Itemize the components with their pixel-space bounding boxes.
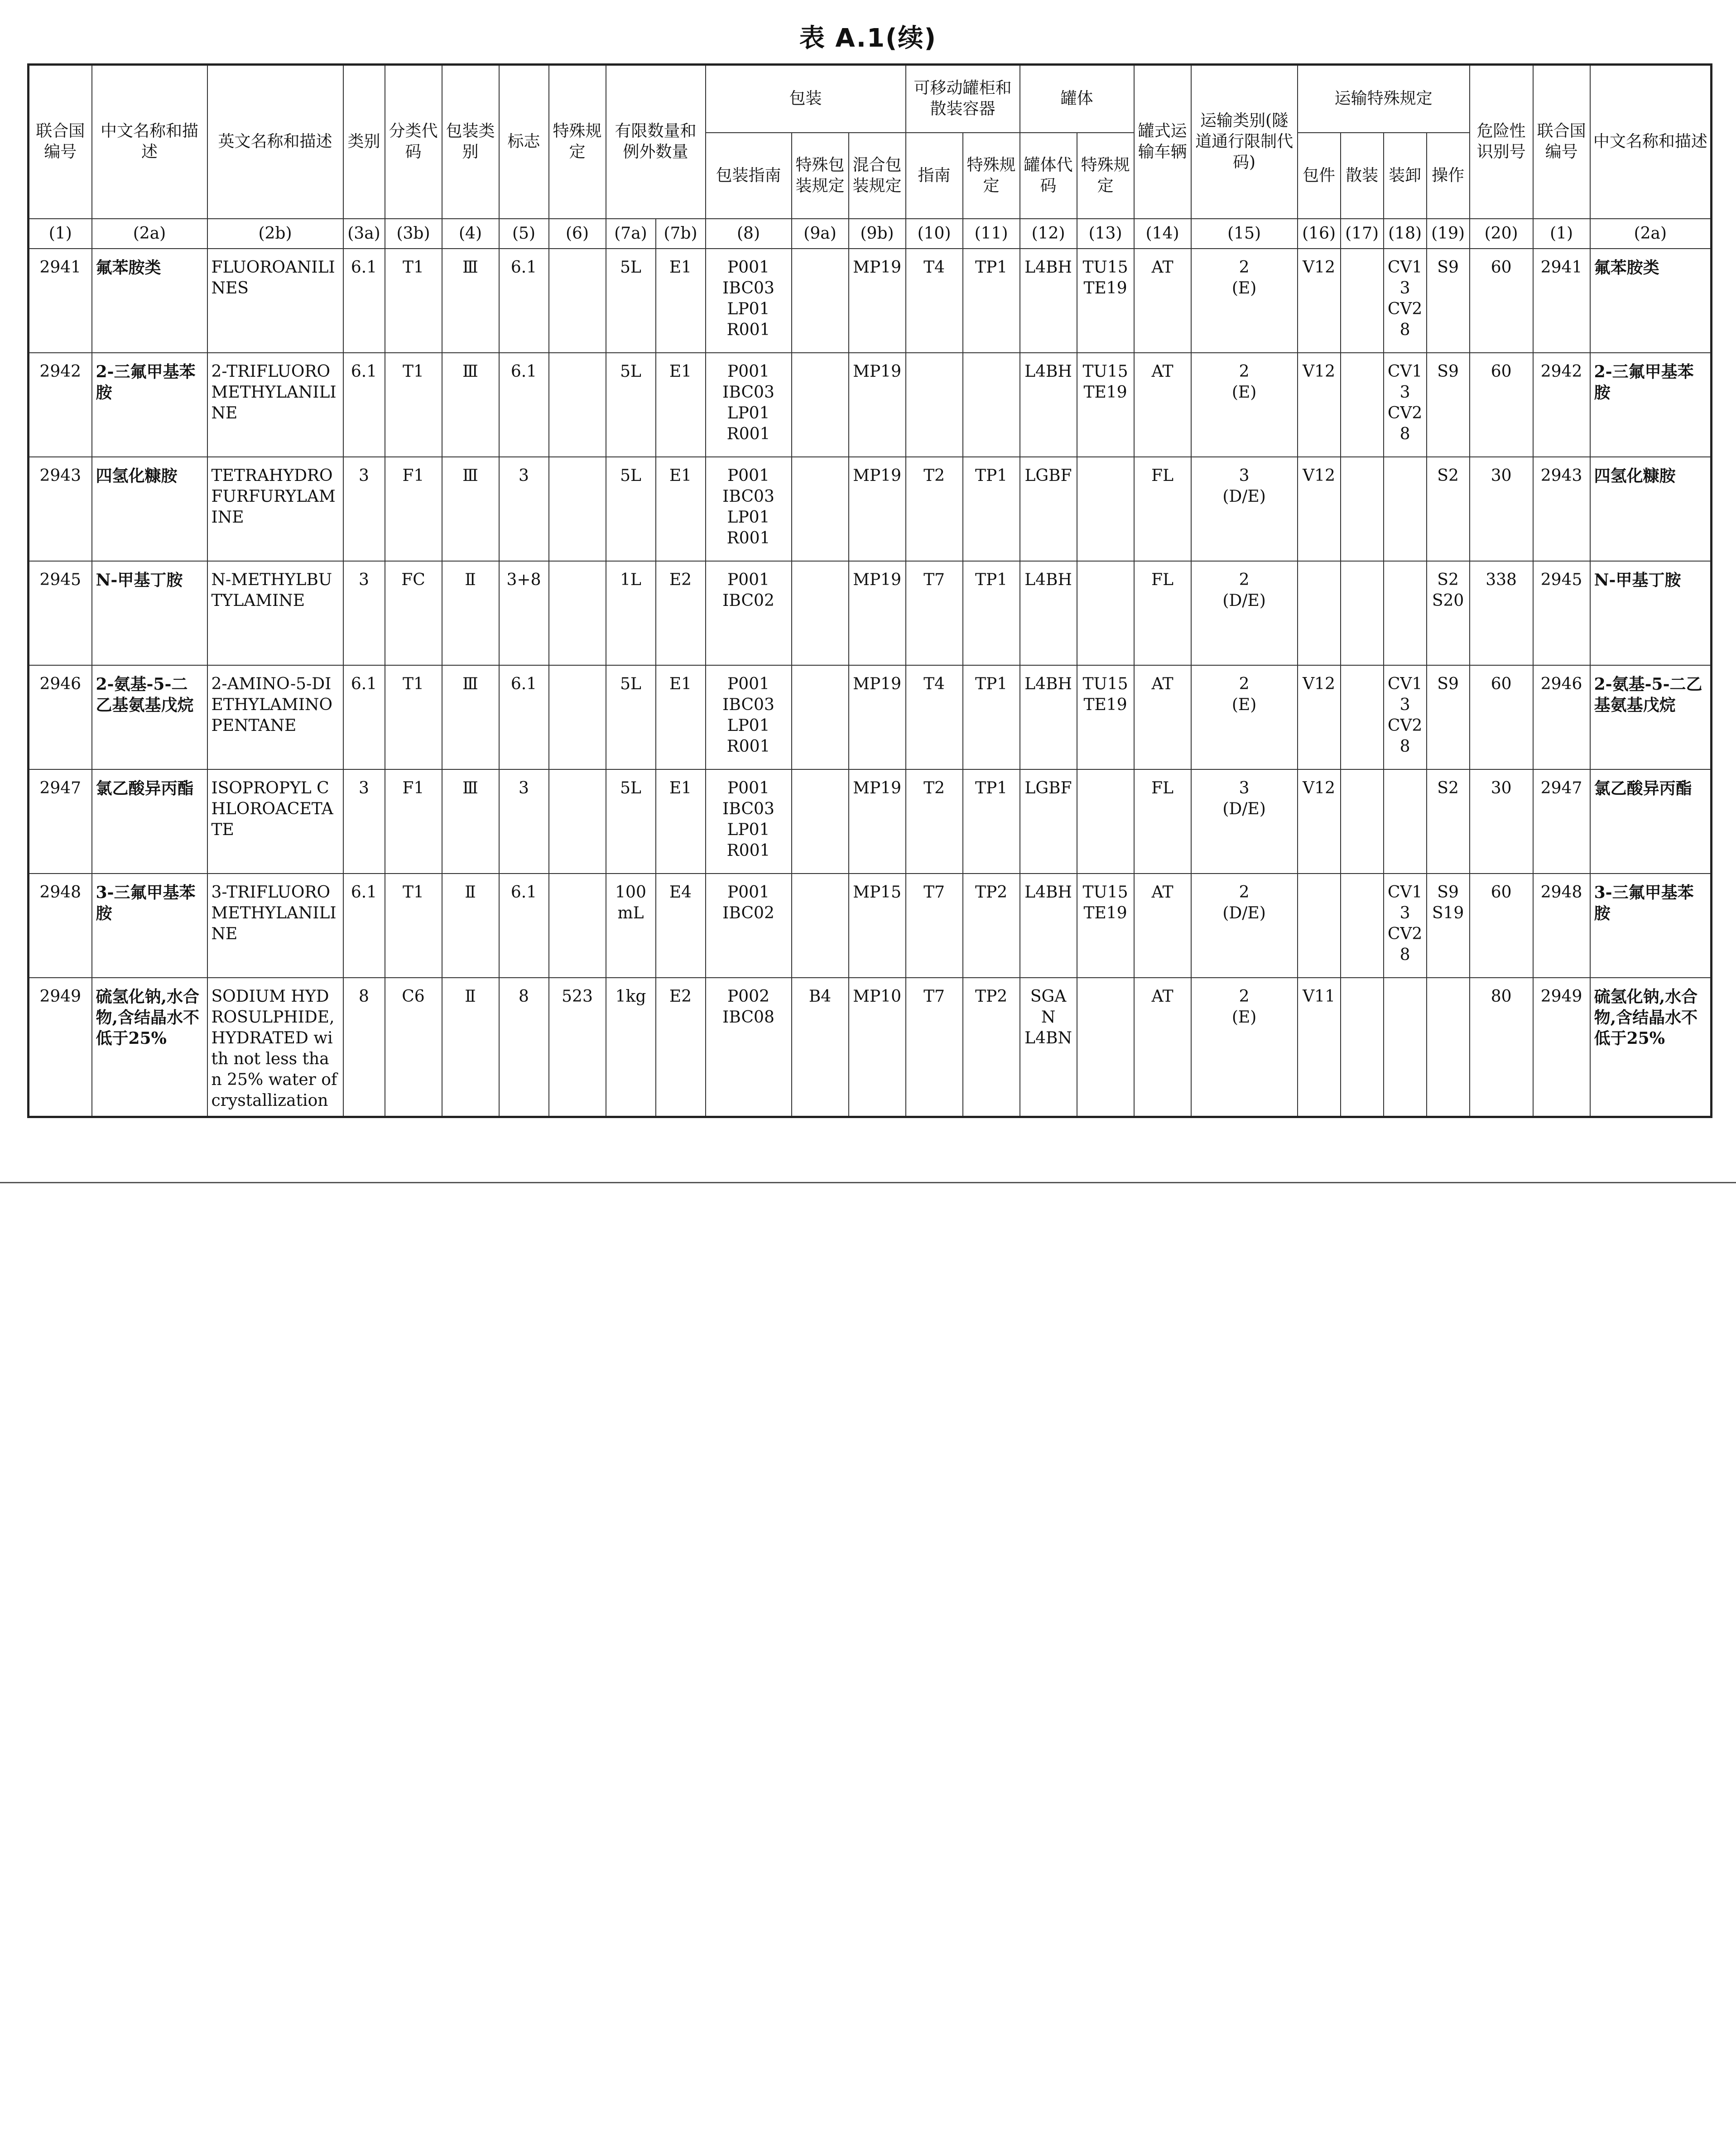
header-un-number-right: 联合国编号 bbox=[1533, 65, 1590, 219]
cell-labels: 3 bbox=[499, 769, 549, 874]
cell-un-number-right: 2948 bbox=[1533, 874, 1590, 978]
cell-special-provisions bbox=[549, 665, 606, 769]
cell-packing-group: Ⅱ bbox=[442, 978, 499, 1117]
cell-un-number: 2945 bbox=[29, 561, 92, 665]
cell-mixed-packing: MP10 bbox=[849, 978, 906, 1117]
cell-packages-provision: V12 bbox=[1298, 665, 1341, 769]
cell-tank-vehicle: FL bbox=[1134, 769, 1191, 874]
cell-transport-category: 2 (E) bbox=[1191, 353, 1298, 457]
cell-loading-provision: CV13 CV28 bbox=[1384, 665, 1427, 769]
cell-packing-instructions: P001 IBC03 LP01 R001 bbox=[706, 353, 792, 457]
cell-portable-special: TP2 bbox=[963, 874, 1020, 978]
cell-un-number: 2947 bbox=[29, 769, 92, 874]
cell-portable-instructions: T2 bbox=[906, 769, 963, 874]
column-number: (7b) bbox=[656, 219, 706, 249]
cell-chinese-name: 2-三氟甲基苯胺 bbox=[92, 353, 207, 457]
header-classification-code: 分类代码 bbox=[385, 65, 442, 219]
cell-mixed-packing: MP15 bbox=[849, 874, 906, 978]
cell-classification-code: F1 bbox=[385, 769, 442, 874]
header-transport-category: 运输类别(隧道通行限制代码) bbox=[1191, 65, 1298, 219]
cell-classification-code: T1 bbox=[385, 249, 442, 353]
cell-chinese-name: 四氢化糠胺 bbox=[92, 457, 207, 561]
cell-labels: 6.1 bbox=[499, 874, 549, 978]
header-class: 类别 bbox=[343, 65, 385, 219]
cell-hazard-id: 60 bbox=[1470, 353, 1533, 457]
cell-english-name: 2-AMINO-5-DIETHYLAMINOPENTANE bbox=[207, 665, 343, 769]
cell-loading-provision bbox=[1384, 457, 1427, 561]
cell-special-packing bbox=[792, 457, 849, 561]
cell-tank-code: L4BH bbox=[1020, 665, 1077, 769]
cell-portable-instructions bbox=[906, 353, 963, 457]
cell-chinese-name-right: 氯乙酸异丙酯 bbox=[1590, 769, 1712, 874]
cell-loading-provision: CV13 CV28 bbox=[1384, 249, 1427, 353]
table-row bbox=[29, 769, 1712, 874]
cell-excepted-quantity: E1 bbox=[656, 249, 706, 353]
cell-classification-code: T1 bbox=[385, 874, 442, 978]
header-group-tanks: 罐体 bbox=[1020, 65, 1134, 133]
header-special-provisions: 特殊规定 bbox=[549, 65, 606, 219]
column-number-row bbox=[29, 219, 1712, 249]
cell-operation-provision: S9 bbox=[1427, 353, 1470, 457]
header-chinese-name-right: 中文名称和描述 bbox=[1590, 65, 1712, 219]
cell-packing-instructions: P002 IBC08 bbox=[706, 978, 792, 1117]
cell-chinese-name: N-甲基丁胺 bbox=[92, 561, 207, 665]
cell-mixed-packing: MP19 bbox=[849, 665, 906, 769]
cell-hazard-id: 30 bbox=[1470, 457, 1533, 561]
column-number: (3b) bbox=[385, 219, 442, 249]
column-number: (11) bbox=[963, 219, 1020, 249]
cell-hazard-id: 30 bbox=[1470, 769, 1533, 874]
cell-operation-provision: S2 bbox=[1427, 769, 1470, 874]
cell-portable-special: TP1 bbox=[963, 665, 1020, 769]
header-labels: 标志 bbox=[499, 65, 549, 219]
cell-labels: 6.1 bbox=[499, 665, 549, 769]
header-loading: 装卸 bbox=[1384, 133, 1427, 219]
header-un-number: 联合国编号 bbox=[29, 65, 92, 219]
cell-packages-provision: V11 bbox=[1298, 978, 1341, 1117]
cell-bulk-provision bbox=[1341, 874, 1384, 978]
cell-packing-instructions: P001 IBC03 LP01 R001 bbox=[706, 457, 792, 561]
cell-special-provisions bbox=[549, 874, 606, 978]
cell-portable-special: TP1 bbox=[963, 561, 1020, 665]
cell-packing-group: Ⅱ bbox=[442, 874, 499, 978]
cell-limited-quantity: 1L bbox=[606, 561, 656, 665]
cell-english-name: N-METHYLBUTYLAMINE bbox=[207, 561, 343, 665]
cell-limited-quantity: 5L bbox=[606, 665, 656, 769]
cell-operation-provision: S9 bbox=[1427, 665, 1470, 769]
cell-tank-code: LGBF bbox=[1020, 769, 1077, 874]
cell-packing-group: Ⅲ bbox=[442, 249, 499, 353]
cell-portable-instructions: T4 bbox=[906, 249, 963, 353]
cell-un-number: 2946 bbox=[29, 665, 92, 769]
cell-portable-instructions: T7 bbox=[906, 978, 963, 1117]
cell-special-packing bbox=[792, 249, 849, 353]
cell-chinese-name: 氯乙酸异丙酯 bbox=[92, 769, 207, 874]
cell-excepted-quantity: E1 bbox=[656, 665, 706, 769]
header-packages: 包件 bbox=[1298, 133, 1341, 219]
column-number: (15) bbox=[1191, 219, 1298, 249]
header-tank-code: 罐体代码 bbox=[1020, 133, 1077, 219]
cell-operation-provision bbox=[1427, 978, 1470, 1117]
cell-transport-category: 2 (D/E) bbox=[1191, 874, 1298, 978]
header-chinese-name: 中文名称和描述 bbox=[92, 65, 207, 219]
cell-un-number: 2949 bbox=[29, 978, 92, 1117]
cell-labels: 8 bbox=[499, 978, 549, 1117]
cell-packing-instructions: P001 IBC03 LP01 R001 bbox=[706, 249, 792, 353]
cell-hazard-id: 80 bbox=[1470, 978, 1533, 1117]
table-title: 表 A.1(续) bbox=[799, 24, 937, 53]
cell-special-provisions bbox=[549, 457, 606, 561]
cell-bulk-provision bbox=[1341, 561, 1384, 665]
cell-tank-special bbox=[1077, 561, 1134, 665]
cell-chinese-name-right: 四氢化糠胺 bbox=[1590, 457, 1712, 561]
cell-english-name: TETRAHYDROFURFURYLAMINE bbox=[207, 457, 343, 561]
column-number: (8) bbox=[706, 219, 792, 249]
cell-loading-provision bbox=[1384, 561, 1427, 665]
column-number: (4) bbox=[442, 219, 499, 249]
column-number: (10) bbox=[906, 219, 963, 249]
cell-tank-vehicle: FL bbox=[1134, 457, 1191, 561]
cell-tank-code: SGAN L4BN bbox=[1020, 978, 1077, 1117]
column-number: (6) bbox=[549, 219, 606, 249]
cell-labels: 6.1 bbox=[499, 249, 549, 353]
cell-un-number-right: 2942 bbox=[1533, 353, 1590, 457]
column-number: (16) bbox=[1298, 219, 1341, 249]
column-number: (18) bbox=[1384, 219, 1427, 249]
header-tank-special: 特殊规定 bbox=[1077, 133, 1134, 219]
header-group-special-provisions: 运输特殊规定 bbox=[1298, 65, 1470, 133]
cell-portable-special: TP1 bbox=[963, 457, 1020, 561]
cell-bulk-provision bbox=[1341, 457, 1384, 561]
cell-chinese-name-right: 硫氢化钠,水合物,含结晶水不低于25% bbox=[1590, 978, 1712, 1117]
header-bulk: 散装 bbox=[1341, 133, 1384, 219]
cell-operation-provision: S2 S20 bbox=[1427, 561, 1470, 665]
cell-operation-provision: S9 bbox=[1427, 249, 1470, 353]
cell-portable-instructions: T4 bbox=[906, 665, 963, 769]
header-portable-instructions: 指南 bbox=[906, 133, 963, 219]
cell-tank-code: L4BH bbox=[1020, 874, 1077, 978]
cell-bulk-provision bbox=[1341, 978, 1384, 1117]
cell-bulk-provision bbox=[1341, 249, 1384, 353]
cell-packing-instructions: P001 IBC03 LP01 R001 bbox=[706, 769, 792, 874]
cell-transport-category: 2 (E) bbox=[1191, 978, 1298, 1117]
table-row bbox=[29, 874, 1712, 978]
cell-un-number-right: 2949 bbox=[1533, 978, 1590, 1117]
cell-un-number-right: 2943 bbox=[1533, 457, 1590, 561]
table-row bbox=[29, 978, 1712, 1117]
header-group-packaging: 包装 bbox=[706, 65, 906, 133]
cell-chinese-name: 硫氢化钠,水合物,含结晶水不低于25% bbox=[92, 978, 207, 1117]
cell-excepted-quantity: E1 bbox=[656, 769, 706, 874]
cell-portable-special: TP1 bbox=[963, 249, 1020, 353]
cell-excepted-quantity: E2 bbox=[656, 561, 706, 665]
cell-packing-group: Ⅲ bbox=[442, 353, 499, 457]
cell-chinese-name: 3-三氟甲基苯胺 bbox=[92, 874, 207, 978]
cell-tank-vehicle: AT bbox=[1134, 978, 1191, 1117]
cell-transport-category: 3 (D/E) bbox=[1191, 457, 1298, 561]
column-number: (3a) bbox=[343, 219, 385, 249]
cell-special-packing bbox=[792, 561, 849, 665]
cell-chinese-name-right: 2-氨基-5-二乙基氨基戊烷 bbox=[1590, 665, 1712, 769]
cell-limited-quantity: 5L bbox=[606, 457, 656, 561]
column-number: (1) bbox=[29, 219, 92, 249]
column-number: (2a) bbox=[1590, 219, 1712, 249]
cell-mixed-packing: MP19 bbox=[849, 561, 906, 665]
cell-packages-provision: V12 bbox=[1298, 457, 1341, 561]
cell-tank-vehicle: AT bbox=[1134, 874, 1191, 978]
cell-english-name: SODIUM HYDROSULPHIDE, HYDRATED with not less than 25% water of crystallization bbox=[207, 978, 343, 1117]
cell-packing-group: Ⅱ bbox=[442, 561, 499, 665]
cell-special-provisions bbox=[549, 561, 606, 665]
cell-limited-quantity: 100mL bbox=[606, 874, 656, 978]
column-number: (5) bbox=[499, 219, 549, 249]
header-operation: 操作 bbox=[1427, 133, 1470, 219]
cell-packing-instructions: P001 IBC02 bbox=[706, 561, 792, 665]
cell-english-name: ISOPROPYL CHLOROACETATE bbox=[207, 769, 343, 874]
cell-excepted-quantity: E2 bbox=[656, 978, 706, 1117]
cell-transport-category: 2 (D/E) bbox=[1191, 561, 1298, 665]
cell-un-number-right: 2945 bbox=[1533, 561, 1590, 665]
cell-bulk-provision bbox=[1341, 769, 1384, 874]
header-hazard-id: 危险性识别号 bbox=[1470, 65, 1533, 219]
cell-english-name: FLUOROANILINES bbox=[207, 249, 343, 353]
cell-class: 6.1 bbox=[343, 665, 385, 769]
cell-tank-special bbox=[1077, 457, 1134, 561]
cell-hazard-id: 60 bbox=[1470, 249, 1533, 353]
cell-special-packing bbox=[792, 665, 849, 769]
cell-packing-group: Ⅲ bbox=[442, 665, 499, 769]
cell-hazard-id: 338 bbox=[1470, 561, 1533, 665]
cell-classification-code: T1 bbox=[385, 353, 442, 457]
table-row bbox=[29, 561, 1712, 665]
cell-hazard-id: 60 bbox=[1470, 665, 1533, 769]
header-tank-vehicle: 罐式运输车辆 bbox=[1134, 65, 1191, 219]
cell-class: 8 bbox=[343, 978, 385, 1117]
cell-chinese-name-right: 2-三氟甲基苯胺 bbox=[1590, 353, 1712, 457]
cell-mixed-packing: MP19 bbox=[849, 353, 906, 457]
cell-tank-code: L4BH bbox=[1020, 353, 1077, 457]
header-portable-special: 特殊规定 bbox=[963, 133, 1020, 219]
cell-tank-code: LGBF bbox=[1020, 457, 1077, 561]
cell-tank-special: TU15 TE19 bbox=[1077, 874, 1134, 978]
cell-tank-special bbox=[1077, 769, 1134, 874]
cell-excepted-quantity: E4 bbox=[656, 874, 706, 978]
cell-labels: 3 bbox=[499, 457, 549, 561]
cell-un-number: 2943 bbox=[29, 457, 92, 561]
cell-loading-provision: CV13 CV28 bbox=[1384, 874, 1427, 978]
cell-tank-special: TU15 TE19 bbox=[1077, 353, 1134, 457]
cell-packages-provision: V12 bbox=[1298, 353, 1341, 457]
cell-classification-code: FC bbox=[385, 561, 442, 665]
cell-special-provisions bbox=[549, 769, 606, 874]
cell-loading-provision: CV13 CV28 bbox=[1384, 353, 1427, 457]
column-number: (19) bbox=[1427, 219, 1470, 249]
header-english-name: 英文名称和描述 bbox=[207, 65, 343, 219]
cell-limited-quantity: 5L bbox=[606, 249, 656, 353]
cell-tank-special bbox=[1077, 978, 1134, 1117]
cell-portable-instructions: T2 bbox=[906, 457, 963, 561]
table-row bbox=[29, 665, 1712, 769]
cell-operation-provision: S2 bbox=[1427, 457, 1470, 561]
cell-un-number: 2948 bbox=[29, 874, 92, 978]
dangerous-goods-table bbox=[27, 63, 1712, 1118]
header-mixed-packing: 混合包装规定 bbox=[849, 133, 906, 219]
cell-excepted-quantity: E1 bbox=[656, 353, 706, 457]
cell-tank-vehicle: AT bbox=[1134, 353, 1191, 457]
cell-portable-special: TP1 bbox=[963, 769, 1020, 874]
cell-excepted-quantity: E1 bbox=[656, 457, 706, 561]
cell-packing-group: Ⅲ bbox=[442, 769, 499, 874]
cell-labels: 3+8 bbox=[499, 561, 549, 665]
cell-class: 6.1 bbox=[343, 249, 385, 353]
column-number: (2b) bbox=[207, 219, 343, 249]
cell-un-number-right: 2946 bbox=[1533, 665, 1590, 769]
cell-portable-special bbox=[963, 353, 1020, 457]
cell-tank-vehicle: FL bbox=[1134, 561, 1191, 665]
column-number: (9a) bbox=[792, 219, 849, 249]
column-number: (1) bbox=[1533, 219, 1590, 249]
column-number: (9b) bbox=[849, 219, 906, 249]
cell-packing-group: Ⅲ bbox=[442, 457, 499, 561]
cell-loading-provision bbox=[1384, 978, 1427, 1117]
header-limited-quantities: 有限数量和例外数量 bbox=[606, 65, 706, 219]
cell-classification-code: T1 bbox=[385, 665, 442, 769]
cell-mixed-packing: MP19 bbox=[849, 457, 906, 561]
cell-operation-provision: S9 S19 bbox=[1427, 874, 1470, 978]
cell-special-packing bbox=[792, 874, 849, 978]
cell-chinese-name: 氟苯胺类 bbox=[92, 249, 207, 353]
table-row bbox=[29, 353, 1712, 457]
column-number: (17) bbox=[1341, 219, 1384, 249]
cell-limited-quantity: 5L bbox=[606, 769, 656, 874]
cell-portable-instructions: T7 bbox=[906, 561, 963, 665]
cell-transport-category: 2 (E) bbox=[1191, 249, 1298, 353]
column-number: (2a) bbox=[92, 219, 207, 249]
cell-classification-code: F1 bbox=[385, 457, 442, 561]
cell-class: 6.1 bbox=[343, 353, 385, 457]
column-number: (7a) bbox=[606, 219, 656, 249]
cell-un-number: 2941 bbox=[29, 249, 92, 353]
cell-limited-quantity: 1kg bbox=[606, 978, 656, 1117]
cell-chinese-name-right: N-甲基丁胺 bbox=[1590, 561, 1712, 665]
header-packing-instructions: 包装指南 bbox=[706, 133, 792, 219]
cell-transport-category: 3 (D/E) bbox=[1191, 769, 1298, 874]
cell-un-number-right: 2947 bbox=[1533, 769, 1590, 874]
header-group-portable-tanks: 可移动罐柜和散装容器 bbox=[906, 65, 1020, 133]
cell-packages-provision: V12 bbox=[1298, 769, 1341, 874]
cell-chinese-name-right: 氟苯胺类 bbox=[1590, 249, 1712, 353]
cell-transport-category: 2 (E) bbox=[1191, 665, 1298, 769]
cell-bulk-provision bbox=[1341, 353, 1384, 457]
cell-hazard-id: 60 bbox=[1470, 874, 1533, 978]
cell-special-provisions: 523 bbox=[549, 978, 606, 1117]
cell-loading-provision bbox=[1384, 769, 1427, 874]
cell-special-packing: B4 bbox=[792, 978, 849, 1117]
cell-chinese-name-right: 3-三氟甲基苯胺 bbox=[1590, 874, 1712, 978]
cell-class: 3 bbox=[343, 769, 385, 874]
cell-tank-vehicle: AT bbox=[1134, 665, 1191, 769]
cell-mixed-packing: MP19 bbox=[849, 249, 906, 353]
cell-english-name: 2-TRIFLUOROMETHYLANILINE bbox=[207, 353, 343, 457]
table-row bbox=[29, 249, 1712, 353]
cell-class: 3 bbox=[343, 561, 385, 665]
cell-bulk-provision bbox=[1341, 665, 1384, 769]
cell-special-provisions bbox=[549, 353, 606, 457]
cell-portable-instructions: T7 bbox=[906, 874, 963, 978]
cell-un-number: 2942 bbox=[29, 353, 92, 457]
cell-special-packing bbox=[792, 769, 849, 874]
column-number: (20) bbox=[1470, 219, 1533, 249]
column-number: (13) bbox=[1077, 219, 1134, 249]
cell-special-packing bbox=[792, 353, 849, 457]
cell-tank-code: L4BH bbox=[1020, 561, 1077, 665]
cell-special-provisions bbox=[549, 249, 606, 353]
cell-english-name: 3-TRIFLUOROMETHYLANILINE bbox=[207, 874, 343, 978]
cell-packages-provision bbox=[1298, 561, 1341, 665]
table-container bbox=[27, 63, 1710, 1118]
cell-packages-provision: V12 bbox=[1298, 249, 1341, 353]
cell-mixed-packing: MP19 bbox=[849, 769, 906, 874]
cell-packing-instructions: P001 IBC02 bbox=[706, 874, 792, 978]
cell-portable-special: TP2 bbox=[963, 978, 1020, 1117]
cell-tank-special: TU15 TE19 bbox=[1077, 249, 1134, 353]
table-row bbox=[29, 457, 1712, 561]
cell-chinese-name: 2-氨基-5-二乙基氨基戊烷 bbox=[92, 665, 207, 769]
cell-packing-instructions: P001 IBC03 LP01 R001 bbox=[706, 665, 792, 769]
header-special-packing: 特殊包装规定 bbox=[792, 133, 849, 219]
header-packing-group: 包装类别 bbox=[442, 65, 499, 219]
column-number: (14) bbox=[1134, 219, 1191, 249]
column-number: (12) bbox=[1020, 219, 1077, 249]
page-divider bbox=[0, 1182, 1736, 1183]
cell-limited-quantity: 5L bbox=[606, 353, 656, 457]
cell-class: 3 bbox=[343, 457, 385, 561]
cell-classification-code: C6 bbox=[385, 978, 442, 1117]
cell-un-number-right: 2941 bbox=[1533, 249, 1590, 353]
cell-labels: 6.1 bbox=[499, 353, 549, 457]
table-body bbox=[29, 249, 1712, 1117]
cell-tank-special: TU15 TE19 bbox=[1077, 665, 1134, 769]
cell-class: 6.1 bbox=[343, 874, 385, 978]
cell-tank-vehicle: AT bbox=[1134, 249, 1191, 353]
cell-packages-provision bbox=[1298, 874, 1341, 978]
cell-tank-code: L4BH bbox=[1020, 249, 1077, 353]
